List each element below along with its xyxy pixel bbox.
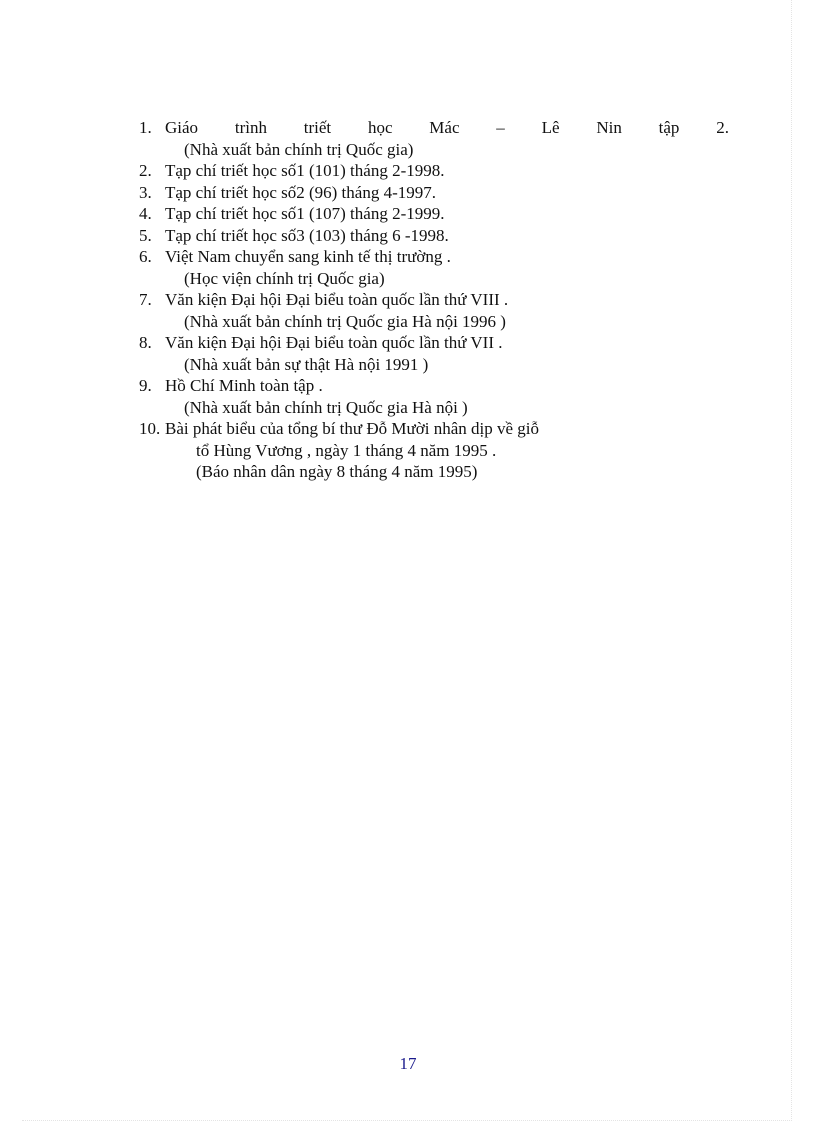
item-text: Việt Nam chuyển sang kinh tế thị trường . — [165, 247, 451, 266]
item-text: Bài phát biểu của tổng bí thư Đỗ Mười nhân dịp về giỗ — [165, 419, 539, 438]
list-item-continuation — [139, 268, 729, 290]
page-number: 17 — [399, 1054, 417, 1073]
item-number: 10. — [139, 419, 161, 438]
item-text: Văn kiện Đại hội Đại biểu toàn quốc lần thứ VII . — [165, 333, 503, 352]
item-publisher: (Học viện chính trị Quốc gia) — [184, 268, 385, 288]
item-publisher: (Nhà xuất bản chính trị Quốc gia Hà nội 1996 ) — [184, 311, 506, 331]
list-item — [139, 203, 729, 225]
item-source: (Báo nhân dân ngày 8 tháng 4 năm 1995) — [196, 462, 478, 481]
list-item — [139, 375, 729, 397]
list-item-continuation — [139, 397, 729, 419]
list-item — [139, 117, 729, 139]
item-text: Tạp chí triết học số1 (101) tháng 2-1998. — [165, 161, 445, 180]
item-number: 9. — [139, 376, 152, 395]
item-text: Văn kiện Đại hội Đại biểu toàn quốc lần thứ VIII . — [165, 290, 509, 309]
item-text: Hồ Chí Minh toàn tập . — [165, 376, 323, 395]
item-publisher: (Nhà xuất bản chính trị Quốc gia) — [184, 139, 414, 159]
item-number: 5. — [139, 225, 152, 245]
list-item — [139, 289, 729, 311]
reference-list — [139, 117, 729, 483]
list-item — [139, 246, 729, 268]
item-publisher: (Nhà xuất bản sự thật Hà nội 1991 ) — [184, 354, 429, 374]
item-text: Giáo trình triết học Mác – Lê Nin tập 2. — [165, 118, 729, 137]
list-item — [139, 160, 729, 182]
item-number: 2. — [139, 161, 152, 180]
list-item — [139, 332, 729, 354]
list-item — [139, 182, 729, 204]
list-item — [139, 418, 729, 440]
list-item — [139, 225, 729, 247]
item-number: 8. — [139, 333, 152, 352]
list-item-continuation — [139, 139, 729, 161]
item-number: 3. — [139, 182, 152, 202]
item-number: 1. — [139, 118, 152, 137]
list-item-continuation — [139, 461, 729, 483]
item-text-continued: tổ Hùng Vương , ngày 1 tháng 4 năm 1995 . — [196, 440, 497, 460]
item-text: Tạp chí triết học số3 (103) tháng 6 -1998. — [165, 225, 449, 245]
item-number: 6. — [139, 247, 152, 266]
list-item-continuation — [139, 440, 729, 462]
item-number: 7. — [139, 290, 152, 309]
item-text: Tạp chí triết học số2 (96) tháng 4-1997. — [165, 182, 436, 202]
item-publisher: (Nhà xuất bản chính trị Quốc gia Hà nội ) — [184, 397, 468, 417]
item-text: Tạp chí triết học số1 (107) tháng 2-1999. — [165, 204, 445, 223]
list-item-continuation — [139, 354, 729, 376]
item-number: 4. — [139, 204, 152, 223]
list-item-continuation — [139, 311, 729, 333]
